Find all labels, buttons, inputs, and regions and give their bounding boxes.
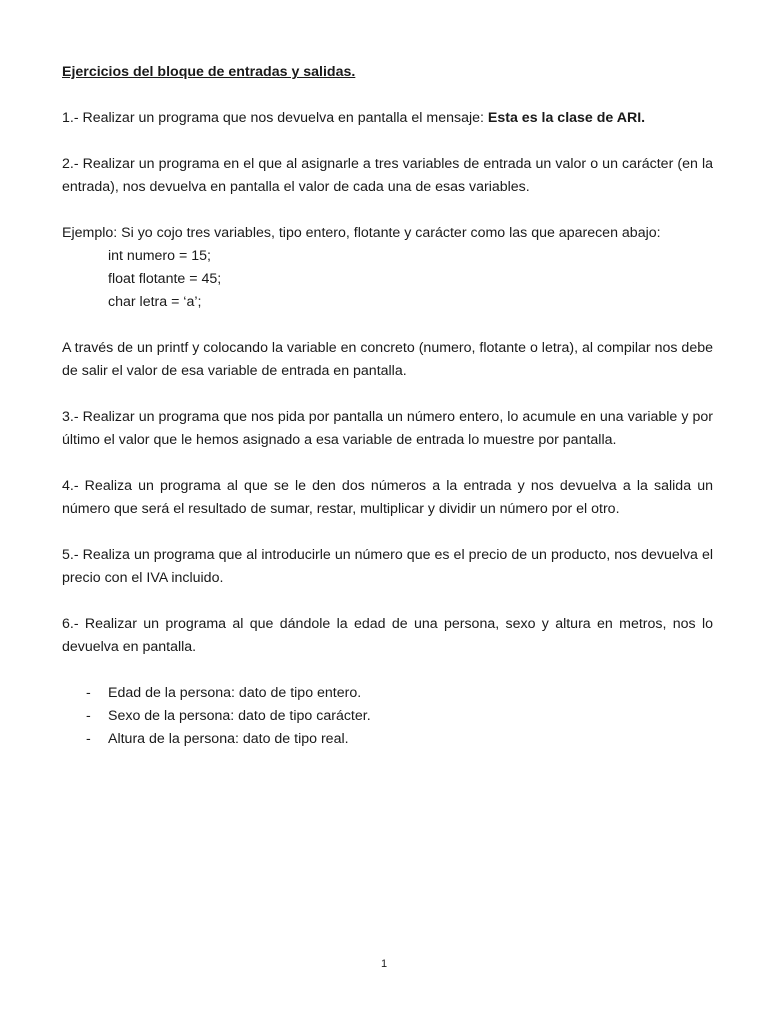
bullet-marker: - [86,708,91,724]
exercise-6: 6.- Realizar un programa al que dándole la edad de una persona, sexo y altura en metros, nos lo devuelva en pantalla. [62,616,713,655]
spacer [62,314,713,337]
spacer [62,590,713,613]
exercise-1 [62,107,713,130]
page-title: Ejercicios del bloque de entradas y salidas. [62,64,356,80]
code-line-float: float flotante = 45; [108,271,222,287]
explanation-paragraph: A través de un printf y colocando la variable en concreto (numero, flotante o letra), al compilar nos debe de salir el valor de esa variable de entrada en pantalla. [62,340,713,379]
spacer [62,130,713,153]
exercise-5: 5.- Realiza un programa que al introducirle un número que es el precio de un producto, nos devuelva el precio con el IVA incluido. [62,547,713,586]
code-line-char: char letra = ‘a’; [108,294,202,310]
spacer [62,452,713,475]
spacer [62,383,713,406]
list-item-text: Sexo de la persona: dato de tipo carácter. [108,708,371,724]
spacer [62,659,713,682]
list-item [62,705,713,728]
exercise-4: 4.- Realiza un programa al que se le den dos números a la entrada y nos devuelva a la salida un número que será el resultado de sumar, restar, multiplicar y dividir un número por el otro. [62,478,713,517]
spacer [62,521,713,544]
exercise-1-text: 1.- Realizar un programa que nos devuelva en pantalla el mensaje: [62,110,488,126]
spacer [62,199,713,222]
page-number: 1 [380,958,388,970]
bullet-marker: - [86,685,91,701]
list-item [62,728,713,751]
exercise-1-message: Esta es la clase de ARI. [487,110,646,126]
attribute-list [62,682,713,751]
exercise-2: 2.- Realizar un programa en el que al asignarle a tres variables de entrada un valor o un carácter (en la entrada), nos devuelva en pantalla el valor de cada una de esas variables. [62,156,713,195]
list-item [62,682,713,705]
list-item-text: Edad de la persona: dato de tipo entero. [108,685,362,701]
exercise-3: 3.- Realizar un programa que nos pida por pantalla un número entero, lo acumule en una variable y por último el valor que le hemos asignado a esa variable de entrada lo muestre por pantalla. [62,409,713,448]
spacer [62,84,713,107]
example-intro: Ejemplo: Si yo cojo tres variables, tipo entero, flotante y carácter como las que aparecen abajo: [62,225,661,241]
code-line-int: int numero = 15; [108,248,211,264]
list-item-text: Altura de la persona: dato de tipo real. [108,731,349,747]
document-page [62,61,713,751]
bullet-marker: - [86,731,91,747]
